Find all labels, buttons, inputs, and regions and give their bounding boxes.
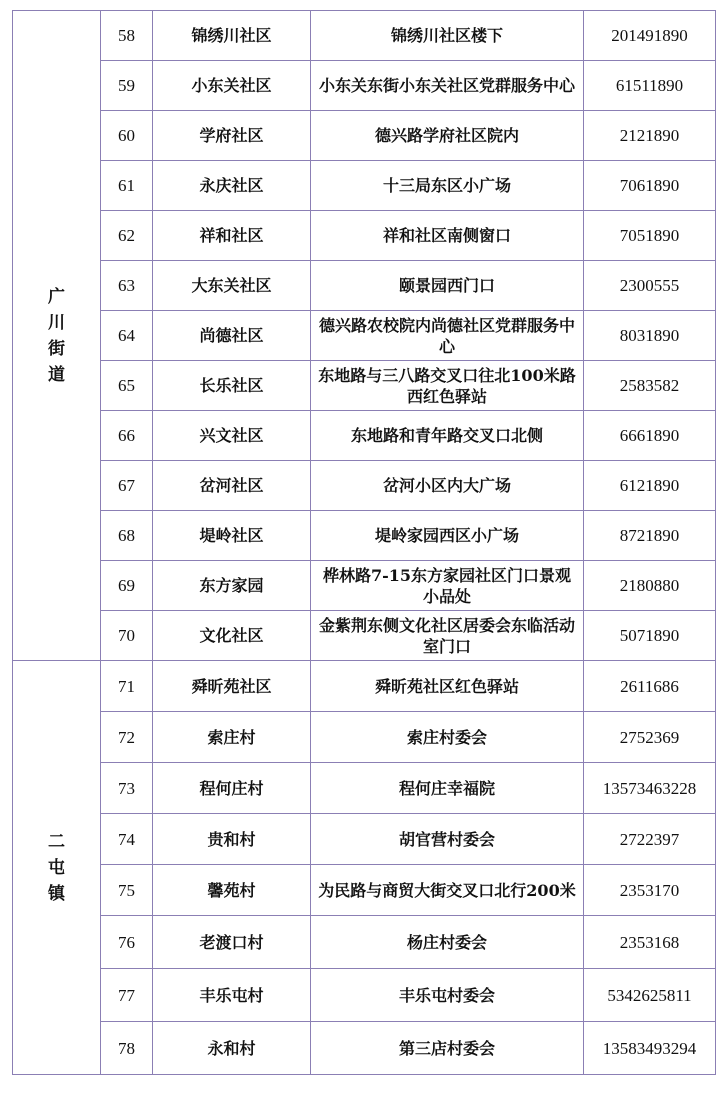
phone-number: 201491890 (584, 11, 716, 61)
table-row (13, 814, 716, 865)
phone-number: 6661890 (584, 411, 716, 461)
row-number: 78 (101, 1022, 153, 1075)
location-address: 第三店村委会 (311, 1022, 584, 1075)
table-row (13, 61, 716, 111)
community-name: 大东关社区 (153, 261, 311, 311)
phone-number: 13573463228 (584, 763, 716, 814)
row-number: 72 (101, 712, 153, 763)
community-name: 小东关社区 (153, 61, 311, 111)
community-name: 岔河社区 (153, 461, 311, 511)
table-row (13, 1022, 716, 1075)
phone-number: 2583582 (584, 361, 716, 411)
group-cell-guangchuan (13, 11, 101, 661)
community-name: 贵和村 (153, 814, 311, 865)
location-address: 为民路与商贸大街交叉口北行200米 (311, 865, 584, 916)
community-name: 馨苑村 (153, 865, 311, 916)
table-row (13, 763, 716, 814)
row-number: 59 (101, 61, 153, 111)
location-address: 舜昕苑社区红色驿站 (311, 661, 584, 712)
location-address: 胡官营村委会 (311, 814, 584, 865)
row-number: 71 (101, 661, 153, 712)
group-cell-ertun (13, 661, 101, 1075)
location-address: 东地路和青年路交叉口北侧 (311, 411, 584, 461)
row-number: 58 (101, 11, 153, 61)
phone-number: 2300555 (584, 261, 716, 311)
row-number: 61 (101, 161, 153, 211)
location-address: 小东关东街小东关社区党群服务中心 (311, 61, 584, 111)
location-address: 十三局东区小广场 (311, 161, 584, 211)
community-name: 东方家园 (153, 561, 311, 611)
row-number: 69 (101, 561, 153, 611)
location-address: 程何庄幸福院 (311, 763, 584, 814)
location-address: 祥和社区南侧窗口 (311, 211, 584, 261)
community-name: 长乐社区 (153, 361, 311, 411)
community-name: 堤岭社区 (153, 511, 311, 561)
phone-number: 7061890 (584, 161, 716, 211)
row-number: 63 (101, 261, 153, 311)
table-row (13, 461, 716, 511)
location-address: 岔河小区内大广场 (311, 461, 584, 511)
phone-number: 7051890 (584, 211, 716, 261)
row-number: 68 (101, 511, 153, 561)
community-name: 文化社区 (153, 611, 311, 661)
row-number: 73 (101, 763, 153, 814)
table-row (13, 261, 716, 311)
community-name: 索庄村 (153, 712, 311, 763)
table-row (13, 611, 716, 661)
community-name: 学府社区 (153, 111, 311, 161)
phone-number: 8721890 (584, 511, 716, 561)
service-point-table (12, 10, 716, 1075)
community-name: 兴文社区 (153, 411, 311, 461)
table-row (13, 311, 716, 361)
table-row (13, 865, 716, 916)
row-number: 74 (101, 814, 153, 865)
row-number: 62 (101, 211, 153, 261)
group-label: 二屯镇 (48, 831, 65, 904)
community-name: 永庆社区 (153, 161, 311, 211)
location-address: 德兴路农校院内尚德社区党群服务中心 (311, 311, 584, 361)
table-row (13, 361, 716, 411)
table-row (13, 211, 716, 261)
community-name: 祥和社区 (153, 211, 311, 261)
table-row (13, 511, 716, 561)
community-name: 锦绣川社区 (153, 11, 311, 61)
table-row (13, 661, 716, 712)
table-row (13, 161, 716, 211)
community-name: 丰乐屯村 (153, 969, 311, 1022)
community-name: 永和村 (153, 1022, 311, 1075)
location-address: 杨庄村委会 (311, 916, 584, 969)
location-address: 桦林路7-15东方家园社区门口景观小品处 (311, 561, 584, 611)
table-row (13, 11, 716, 61)
location-address: 德兴路学府社区院内 (311, 111, 584, 161)
community-name: 老渡口村 (153, 916, 311, 969)
row-number: 75 (101, 865, 153, 916)
location-address: 丰乐屯村委会 (311, 969, 584, 1022)
location-address: 锦绣川社区楼下 (311, 11, 584, 61)
phone-number: 2752369 (584, 712, 716, 763)
community-name: 舜昕苑社区 (153, 661, 311, 712)
row-number: 76 (101, 916, 153, 969)
row-number: 65 (101, 361, 153, 411)
phone-number: 2611686 (584, 661, 716, 712)
table-row (13, 916, 716, 969)
location-address: 颐景园西门口 (311, 261, 584, 311)
table-row (13, 111, 716, 161)
phone-number: 5342625811 (584, 969, 716, 1022)
table-row (13, 969, 716, 1022)
table-row (13, 411, 716, 461)
phone-number: 2353170 (584, 865, 716, 916)
table-row (13, 561, 716, 611)
group-label: 广川街道 (48, 286, 65, 385)
phone-number: 2722397 (584, 814, 716, 865)
phone-number: 5071890 (584, 611, 716, 661)
row-number: 70 (101, 611, 153, 661)
row-number: 67 (101, 461, 153, 511)
phone-number: 13583493294 (584, 1022, 716, 1075)
row-number: 77 (101, 969, 153, 1022)
phone-number: 6121890 (584, 461, 716, 511)
row-number: 60 (101, 111, 153, 161)
location-address: 金紫荆东侧文化社区居委会东临活动室门口 (311, 611, 584, 661)
phone-number: 8031890 (584, 311, 716, 361)
table-row (13, 712, 716, 763)
location-address: 索庄村委会 (311, 712, 584, 763)
row-number: 66 (101, 411, 153, 461)
community-name: 程何庄村 (153, 763, 311, 814)
location-address: 东地路与三八路交叉口往北100米路西红色驿站 (311, 361, 584, 411)
location-address: 堤岭家园西区小广场 (311, 511, 584, 561)
community-name: 尚德社区 (153, 311, 311, 361)
phone-number: 2121890 (584, 111, 716, 161)
phone-number: 2180880 (584, 561, 716, 611)
phone-number: 61511890 (584, 61, 716, 111)
row-number: 64 (101, 311, 153, 361)
phone-number: 2353168 (584, 916, 716, 969)
